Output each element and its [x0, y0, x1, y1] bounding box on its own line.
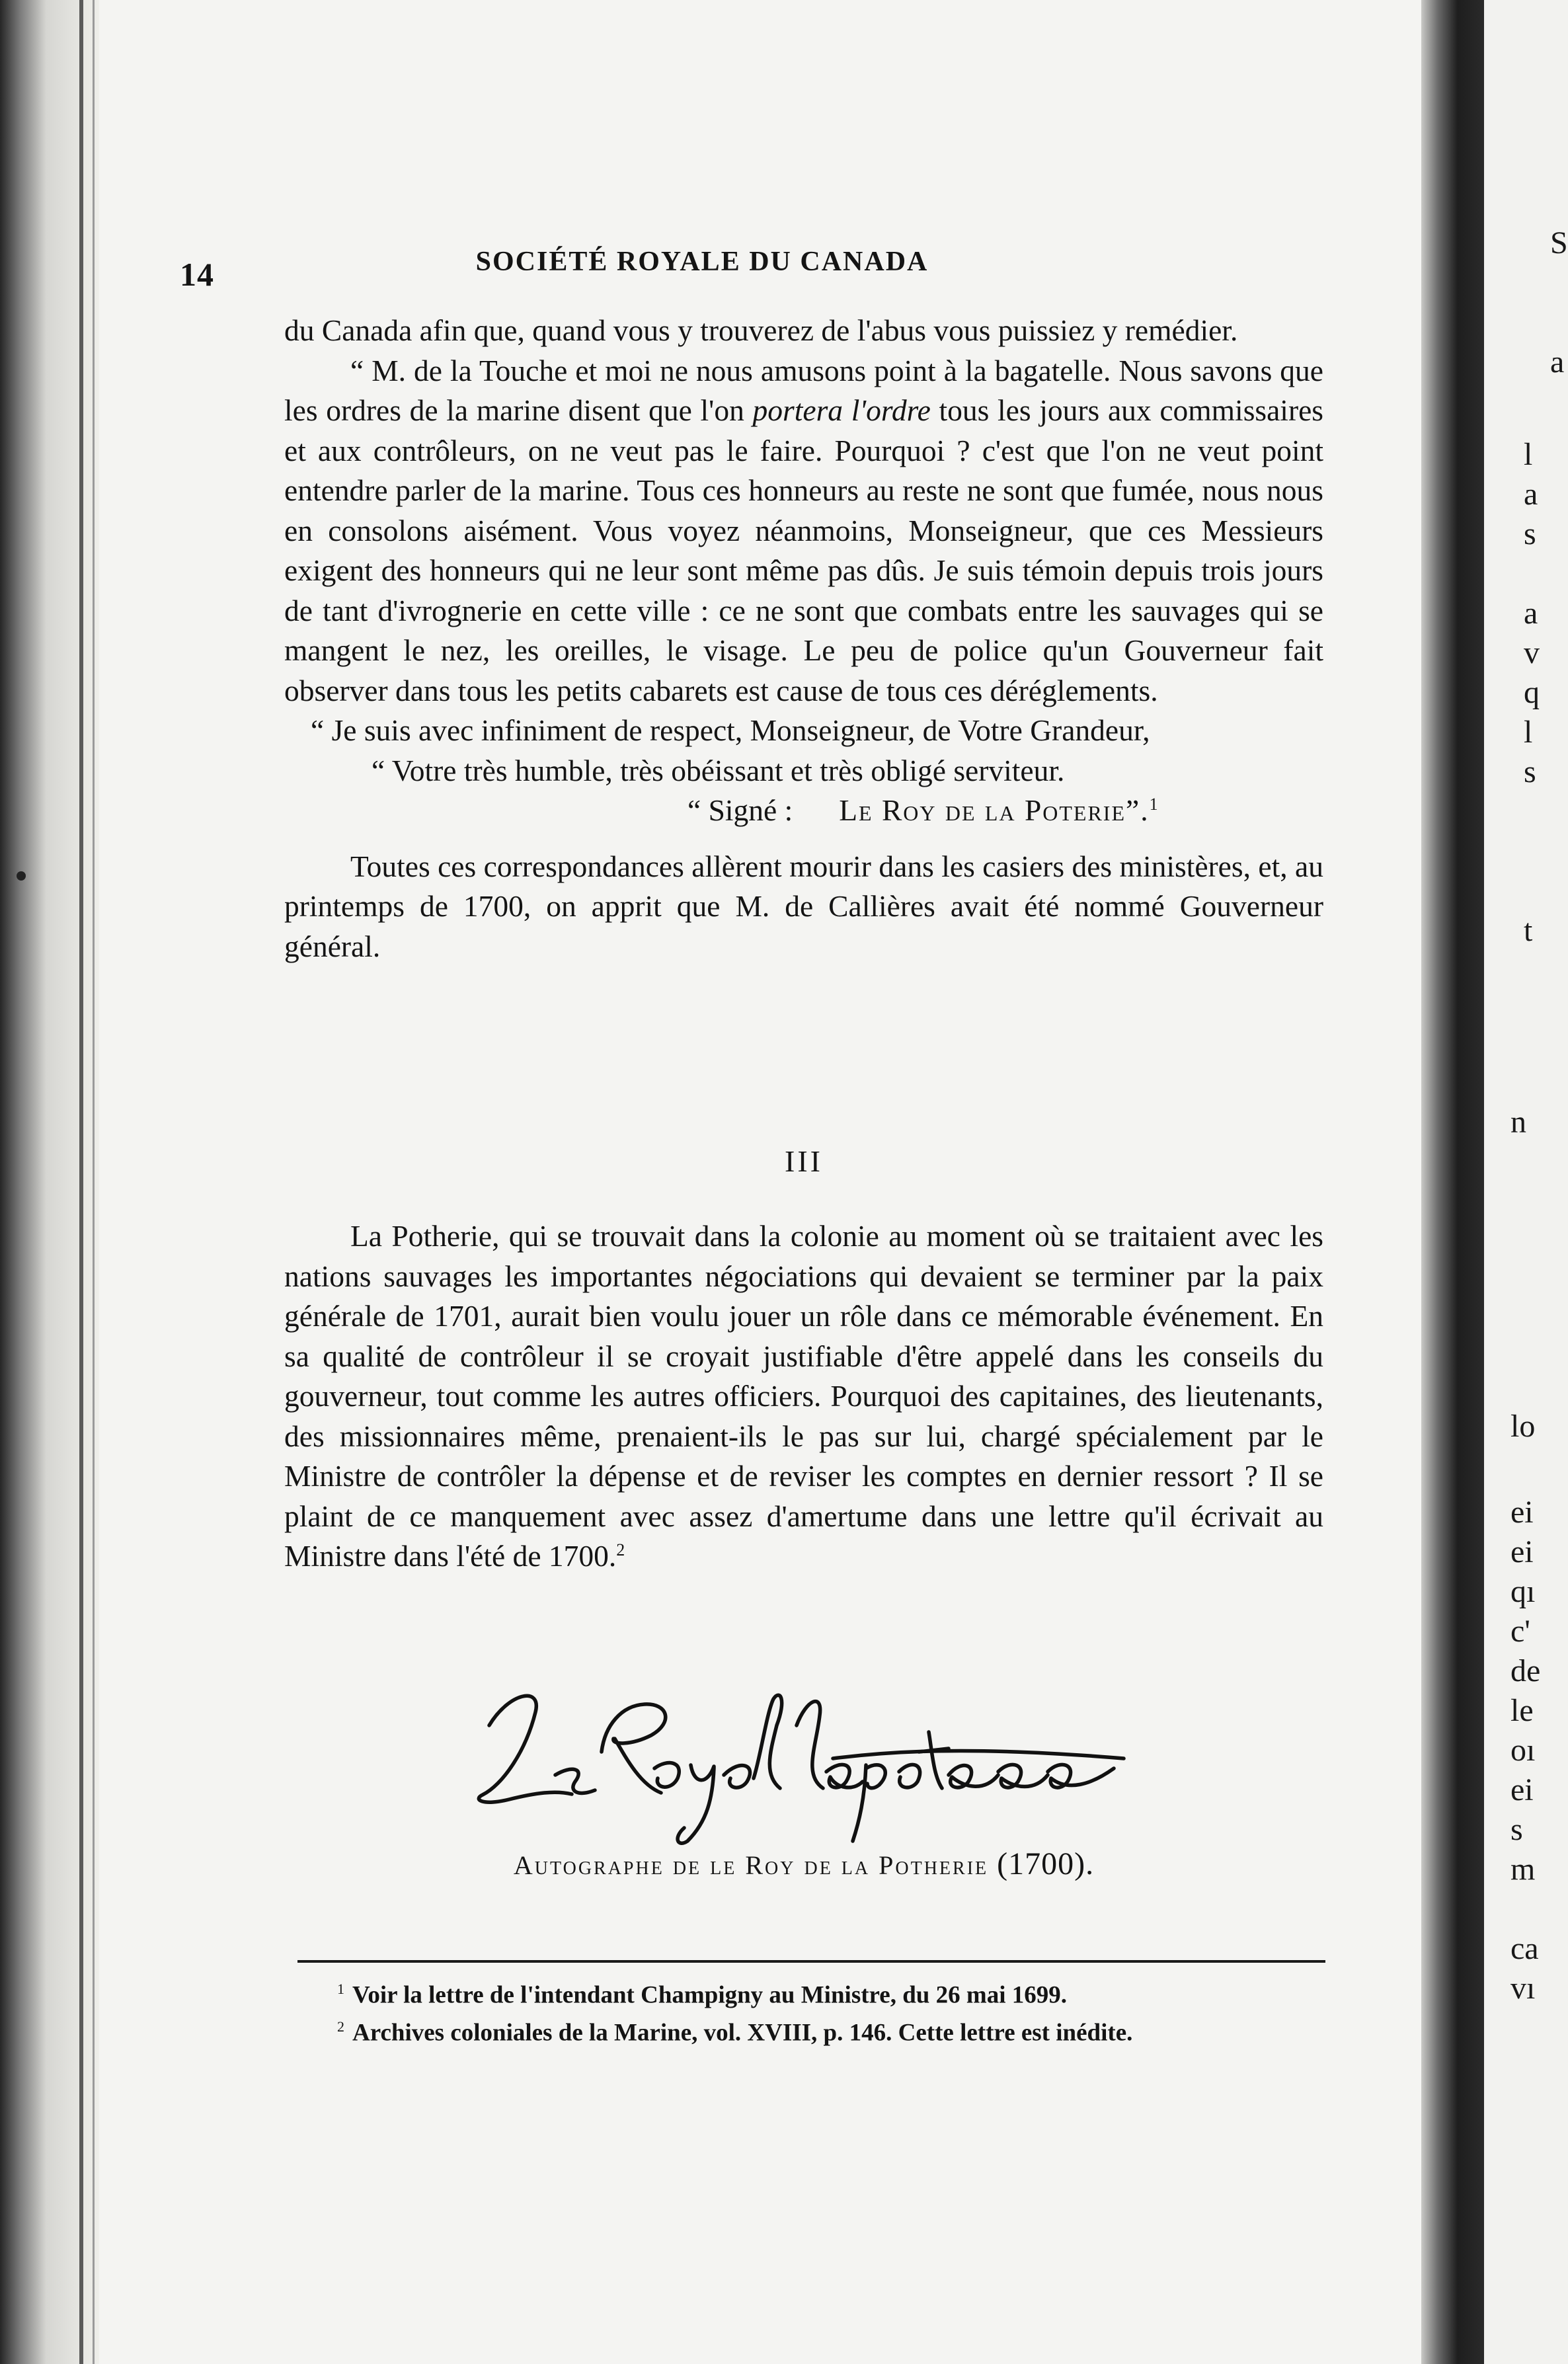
- edge-fragment: ei: [1510, 1534, 1534, 1569]
- edge-fragment: vı: [1510, 1971, 1536, 2006]
- running-header: [180, 246, 1330, 299]
- letter-text-2: tous les jours aux commissaires et aux contrôleurs, on ne veut pas le faire. Pourquoi ? c'est que l'on ne veut point entendre parler de la marine. Tous ces honneurs au reste ne sont que fumée, nous nous en consolons aisément. Vous voyez néanmoins, Monseigneur, que ces Messieurs exigent des honneurs qui ne leur sont même pas dûs. Je suis témoin depuis trois jours de tant d'ivrognerie en cette ville : ce ne sont que combats entre les sauvages qui se mangent le nez, les oreilles, le visage. Le peu de police qu'un Gouverneur fait observer dans tous les petits cabarets est cause de tous ces déréglements.: [284, 393, 1323, 707]
- signed-name: Le Roy de la Poterie”.: [839, 793, 1150, 827]
- figure-caption: [284, 1846, 1323, 1882]
- edge-fragment: a: [1524, 596, 1538, 631]
- edge-fragment: lo: [1510, 1409, 1536, 1444]
- edge-fragment: oı: [1510, 1733, 1536, 1768]
- edge-fragment: a: [1550, 344, 1565, 379]
- edge-fragment: ei: [1510, 1495, 1534, 1530]
- footnote-text: Archives coloniales de la Marine, vol. XVIII, p. 146. Cette lettre est inédite.: [352, 2019, 1133, 2047]
- footnote-text: Voir la lettre de l'intendant Champigny au Ministre, du 26 mai 1699.: [352, 1981, 1067, 2009]
- paragraph-letter: [284, 351, 1323, 711]
- running-title: SOCIÉTÉ ROYALE DU CANADA: [475, 247, 929, 277]
- edge-fragment: qı: [1510, 1574, 1536, 1609]
- edge-fragment: l: [1524, 715, 1533, 750]
- closing-servant: “ Votre très humble, très obéissant et très obligé serviteur.: [372, 753, 1065, 787]
- paragraph-continuation: du Canada afin que, quand vous y trouverez de l'abus vous puissiez y remédier.: [284, 313, 1238, 347]
- caption-year: (1700).: [997, 1846, 1095, 1881]
- closing-signed: [284, 791, 1323, 831]
- edge-fragment: de: [1510, 1653, 1541, 1688]
- edge-fragment: t: [1524, 913, 1533, 948]
- main-text-block: [284, 311, 1323, 966]
- binding-line: [79, 0, 83, 2364]
- edge-fragment: a: [1524, 477, 1538, 512]
- caption-text: Autographe de le Roy de la Potherie: [513, 1850, 989, 1880]
- footnote-2: [337, 2011, 1329, 2049]
- edge-fragment: l: [1524, 437, 1533, 472]
- page-number: 14: [180, 256, 214, 293]
- scan-left-edge: [0, 0, 99, 2364]
- footnote-1: [337, 1973, 1329, 2011]
- binding-line-thin: [93, 0, 95, 2364]
- edge-fragment: n: [1510, 1105, 1526, 1140]
- paragraph-potherie: [284, 1216, 1323, 1577]
- footnotes: [337, 1973, 1329, 2049]
- next-page-edge: [1484, 0, 1568, 2364]
- footnote-marker: 1: [337, 1981, 344, 1997]
- footnote-ref-1: 1: [1149, 794, 1158, 814]
- edge-fragment: le: [1510, 1693, 1534, 1728]
- closing-respect: “ Je suis avec infiniment de respect, Monseigneur, de Votre Grandeur,: [311, 713, 1150, 747]
- letter-italic: portera l'ordre: [752, 393, 931, 427]
- page-gutter-shadow: [1421, 0, 1484, 2364]
- edge-fragment: c': [1510, 1614, 1530, 1649]
- edge-fragment: ei: [1510, 1772, 1534, 1807]
- edge-fragment: s: [1524, 516, 1536, 551]
- signed-label: “ Signé :: [687, 793, 793, 827]
- handwritten-signature: [463, 1653, 1163, 1851]
- paragraph-correspondences: Toutes ces correspondances allèrent mourir dans les casiers des ministères, et, au printemps de 1700, on apprit que M. de Callières avait été nommé Gouverneur général.: [284, 849, 1323, 963]
- edge-fragment: ca: [1510, 1931, 1539, 1966]
- edge-fragment: m: [1510, 1852, 1536, 1887]
- section-heading: III: [785, 1144, 823, 1178]
- edge-fragment: q: [1524, 675, 1540, 710]
- paragraph-potherie-text: La Potherie, qui se trouvait dans la colonie au moment où se traitaient avec les nations sauvages les importantes négociations qui devaient se terminer par la paix générale de 1701, aurait bien voulu jouer un rôle dans ce mémorable événement. En sa qualité de contrôleur il se croyait justifiable d'être appelé dans les conseils du gouverneur, tout comme les autres officiers. Pourquoi des capitaines, des lieutenants, des missionnaires même, prenaient-ils le pas sur lui, chargé spécialement par le Ministre de contrôler la dépense et de reviser les comptes en dernier ressort ? Il se plaint de ce manquement avec assez d'amertume dans une lettre qu'il écrivait au Ministre dans l'été de 1700.: [284, 1219, 1323, 1573]
- section-text-block: [284, 1216, 1323, 1577]
- edge-fragment: s: [1524, 754, 1536, 789]
- footnote-marker: 2: [337, 2018, 344, 2035]
- edge-fragment: s: [1510, 1812, 1523, 1847]
- footnote-rule: [297, 1960, 1325, 1963]
- footnote-ref-2: 2: [616, 1540, 625, 1559]
- edge-fragment: S: [1550, 225, 1568, 260]
- scan-speck: [17, 871, 26, 881]
- edge-fragment: v: [1524, 635, 1540, 670]
- letter-text-1: “ M. de la Touche et moi ne nous amusons point à la bagatelle. Nous savons que les ordres de la marine disent que l'on: [284, 353, 1323, 427]
